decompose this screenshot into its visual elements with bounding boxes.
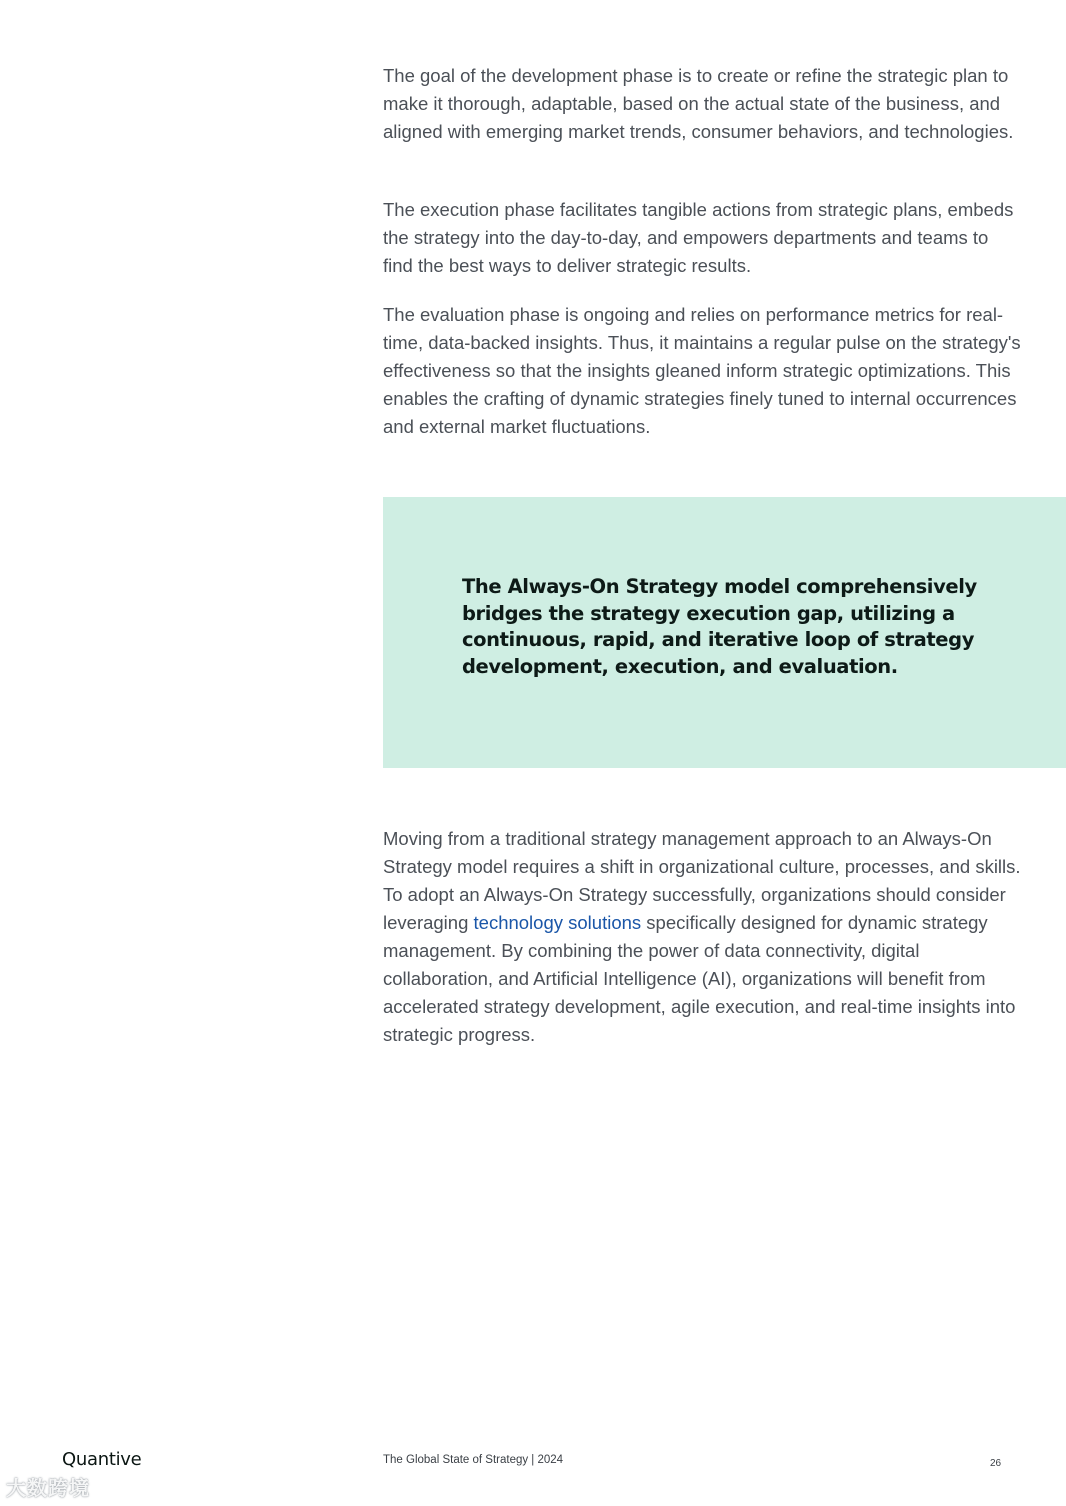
callout-quote: The Always-On Strategy model comprehensively bridges the strategy execution gap, utilizing a continuous, rapid, and iterative loop of strategy development, execution, and evaluation.: [462, 575, 977, 679]
footer-document-title: The Global State of Strategy | 2024: [383, 1454, 564, 1466]
paragraph-execution-phase: The execution phase facilitates tangible actions from strategic plans, embeds the strategy into the day-to-day, and empowers departments and teams to find the best ways to deliver strategic results.: [383, 199, 1014, 276]
paragraph-text-before-link: Moving from a traditional strategy management approach to an Always-On Strategy model requires a shift in organizational culture, processes, and skills. To adopt an Always-On Strategy successfully, organizations should consider leveraging: [383, 828, 1021, 933]
paragraph-always-on-adoption: [383, 825, 1023, 1049]
paragraph-text-after-link: specifically designed for dynamic strategy management. By combining the power of data connectivity, digital collaboration, and Artificial Intelligence (AI), organizations will benefit from accelerated strategy development, agile execution, and real-time insights into strategic progress.: [383, 912, 1016, 1045]
technology-solutions-link[interactable]: technology solutions: [473, 912, 642, 933]
page-number: 26: [990, 1458, 1002, 1469]
quantive-logo: Quantive: [62, 1449, 142, 1470]
watermark: 大数跨境: [6, 1476, 90, 1500]
callout-box: [383, 497, 1066, 768]
paragraph-development-phase: The goal of the development phase is to create or refine the strategic plan to make it thorough, adaptable, based on the actual state of the business, and aligned with emerging market trends, consumer behaviors, and technologies.: [383, 65, 1014, 142]
paragraph-evaluation-phase: The evaluation phase is ongoing and relies on performance metrics for real-time, data-backed insights. Thus, it maintains a regular pulse on the strategy's effectiveness so that the insights gleaned inform strategic optimizations. This enables the crafting of dynamic strategies finely tuned to internal occurrences and external market fluctuations.: [383, 304, 1021, 437]
